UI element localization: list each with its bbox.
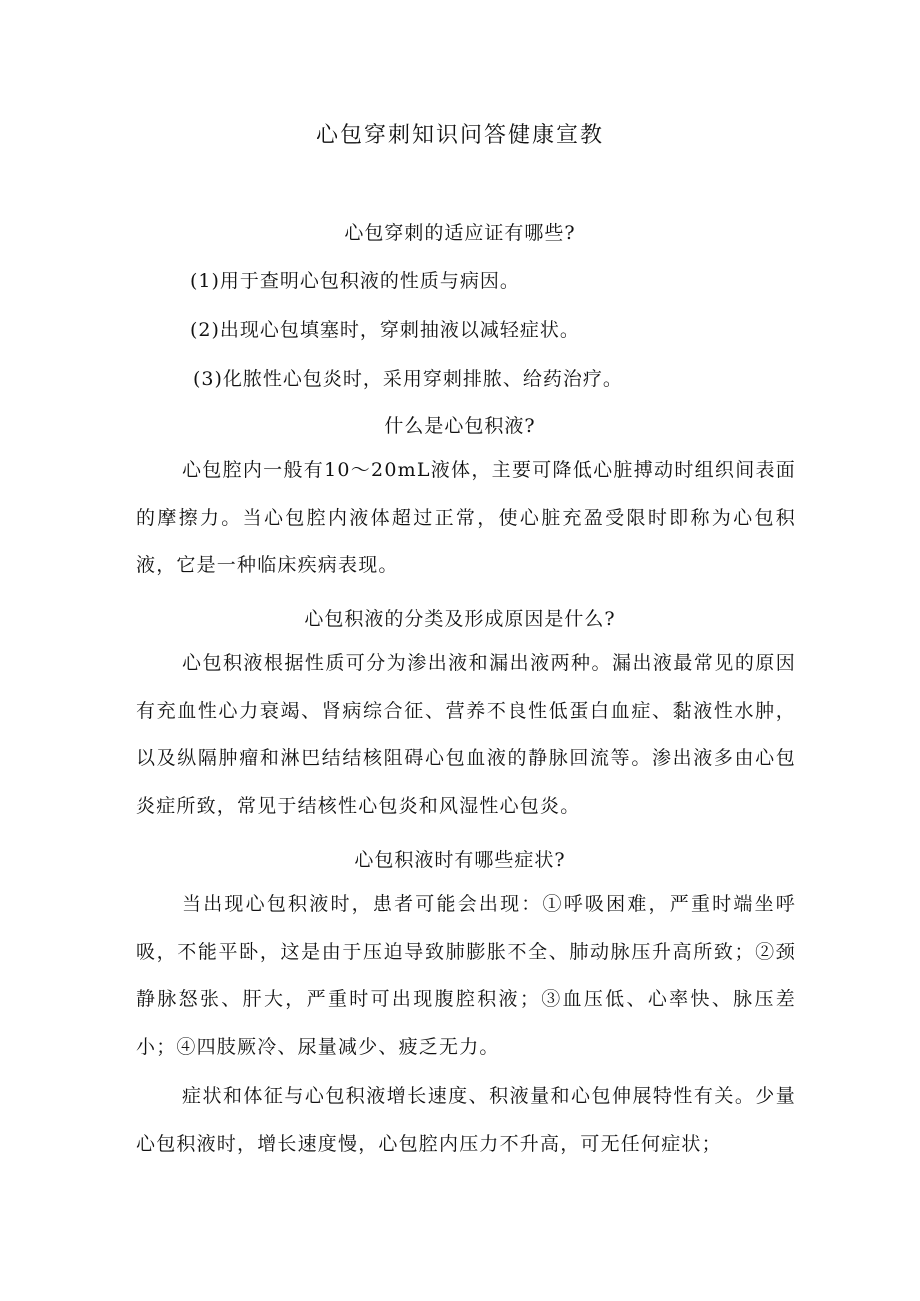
section-heading-classification: 心包积液的分类及形成原因是什么? bbox=[304, 608, 616, 630]
section-heading-indications: 心包穿刺的适应证有哪些? bbox=[344, 222, 576, 244]
indication-item-3: (3)化脓性心包炎时，采用穿刺排脓、给药治疗。 bbox=[193, 368, 623, 390]
paragraph-classification: 心包积液根据性质可分为渗出液和漏出液两种。漏出液最常见的原因有充血性心力衰竭、肾病综合征、营养不良性低蛋白血症、黏液性水肿，以及纵隔肿瘤和淋巴结结核阻碍心包血液的静脉回流等。渗出液多由心包炎症所致，常见于结核性心包炎和风湿性心包炎。 bbox=[136, 652, 796, 817]
indication-item-1: (1)用于查明心包积液的性质与病因。 bbox=[190, 270, 520, 292]
indication-item-2: (2)出现心包填塞时，穿刺抽液以减轻症状。 bbox=[190, 319, 580, 341]
paragraph-symptoms-signs: 症状和体征与心包积液增长速度、积液量和心包伸展特性有关。少量心包积液时，增长速度慢，心包腔内压力不升高，可无任何症状； bbox=[136, 1085, 796, 1155]
section-heading-what-is-effusion: 什么是心包积液? bbox=[384, 415, 536, 437]
paragraph-what-is-effusion: 心包腔内一般有10～20mL液体，主要可降低心脏搏动时组织间表面的摩擦力。当心包腔内液体超过正常，使心脏充盈受限时即称为心包积液，它是一种临床疾病表现。 bbox=[136, 459, 796, 576]
section-heading-symptoms: 心包积液时有哪些症状? bbox=[354, 849, 566, 871]
document-title: 心包穿刺知识问答健康宣教 bbox=[315, 123, 604, 148]
paragraph-symptoms: 当出现心包积液时，患者可能会出现：①呼吸困难，严重时端坐呼吸，不能平卧，这是由于压迫导致肺膨胀不全、肺动脉压升高所致；②颈静脉怒张、肝大，严重时可出现腹腔积液；③血压低、心率快、脉压差小；④四肢厥冷、尿量减少、疲乏无力。 bbox=[136, 893, 796, 1058]
